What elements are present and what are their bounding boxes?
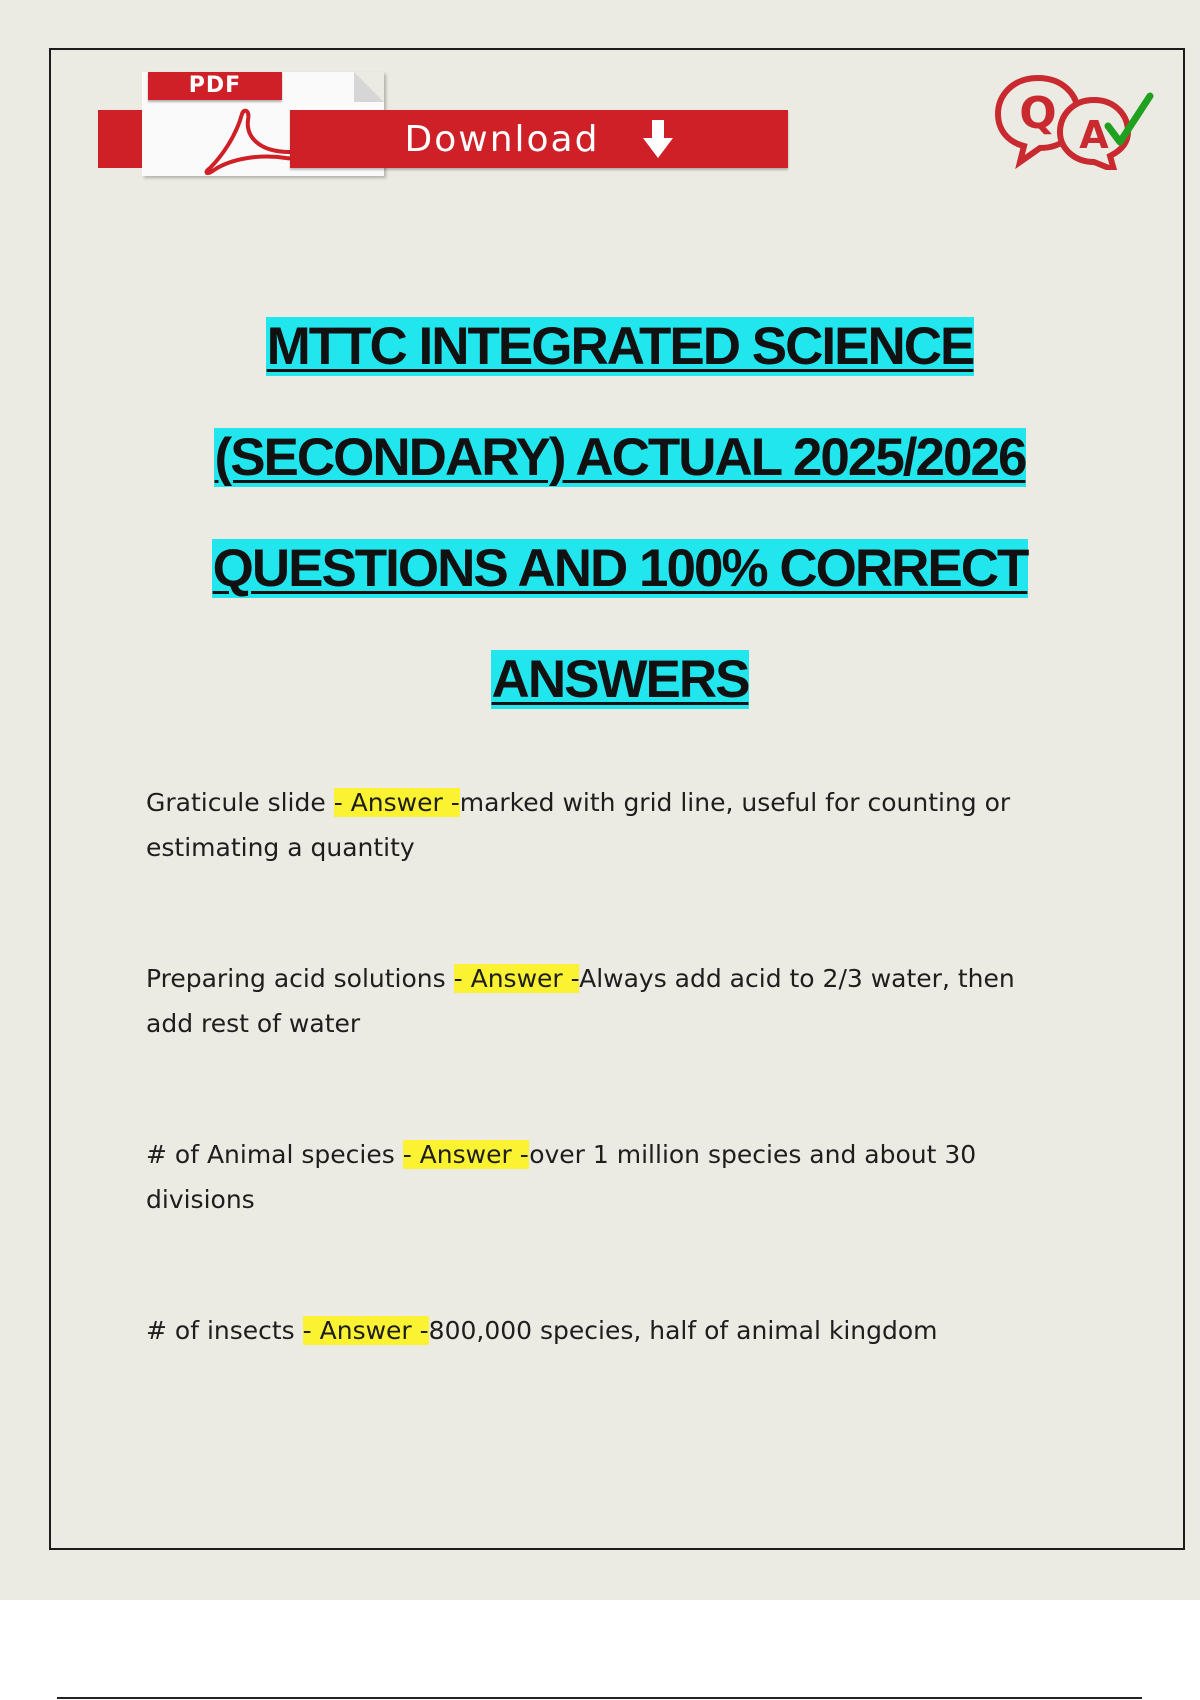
qa-answer: over 1 million species and about 30 divisions <box>146 1140 977 1214</box>
qa-list <box>146 780 1066 1353</box>
answer-marker: - Answer - <box>302 1316 429 1345</box>
document-title <box>100 310 1140 754</box>
logo-letter-a: A <box>1079 113 1109 157</box>
down-arrow-icon <box>643 120 673 158</box>
answer-marker: - Answer - <box>333 788 460 817</box>
bottom-divider <box>57 1697 1142 1699</box>
answer-marker: - Answer - <box>453 964 580 993</box>
pdf-download-banner[interactable] <box>96 72 796 180</box>
qa-item <box>146 1308 1066 1353</box>
qa-term: # of Animal species <box>146 1140 403 1169</box>
logo-letter-q: Q <box>1019 88 1057 139</box>
banner-left-edge <box>98 110 146 168</box>
download-label: Download <box>404 118 600 160</box>
qa-answer: Always add acid to 2/3 water, then add rest of water <box>146 964 1015 1038</box>
title-line: (SECONDARY) ACTUAL 2025/2026 <box>214 428 1026 487</box>
answer-marker: - Answer - <box>402 1140 530 1169</box>
acrobat-pdf-icon <box>202 106 298 176</box>
title-line: ANSWERS <box>491 650 749 709</box>
qa-term: # of insects <box>146 1316 303 1345</box>
title-line: MTTC INTEGRATED SCIENCE <box>266 317 974 376</box>
qa-answer: 800,000 species, half of animal kingdom <box>428 1316 938 1345</box>
qa-item <box>146 780 1066 870</box>
qa-answer: marked with grid line, useful for counting or estimating a quantity <box>146 788 1011 862</box>
qa-term: Graticule slide <box>146 788 334 817</box>
qa-term: Preparing acid solutions <box>146 964 454 993</box>
title-line: QUESTIONS AND 100% CORRECT <box>212 539 1028 598</box>
qa-check-logo <box>990 70 1160 170</box>
download-button[interactable] <box>290 110 788 168</box>
qa-item <box>146 956 1066 1046</box>
qa-item <box>146 1132 1066 1222</box>
pdf-label: PDF <box>148 72 282 100</box>
